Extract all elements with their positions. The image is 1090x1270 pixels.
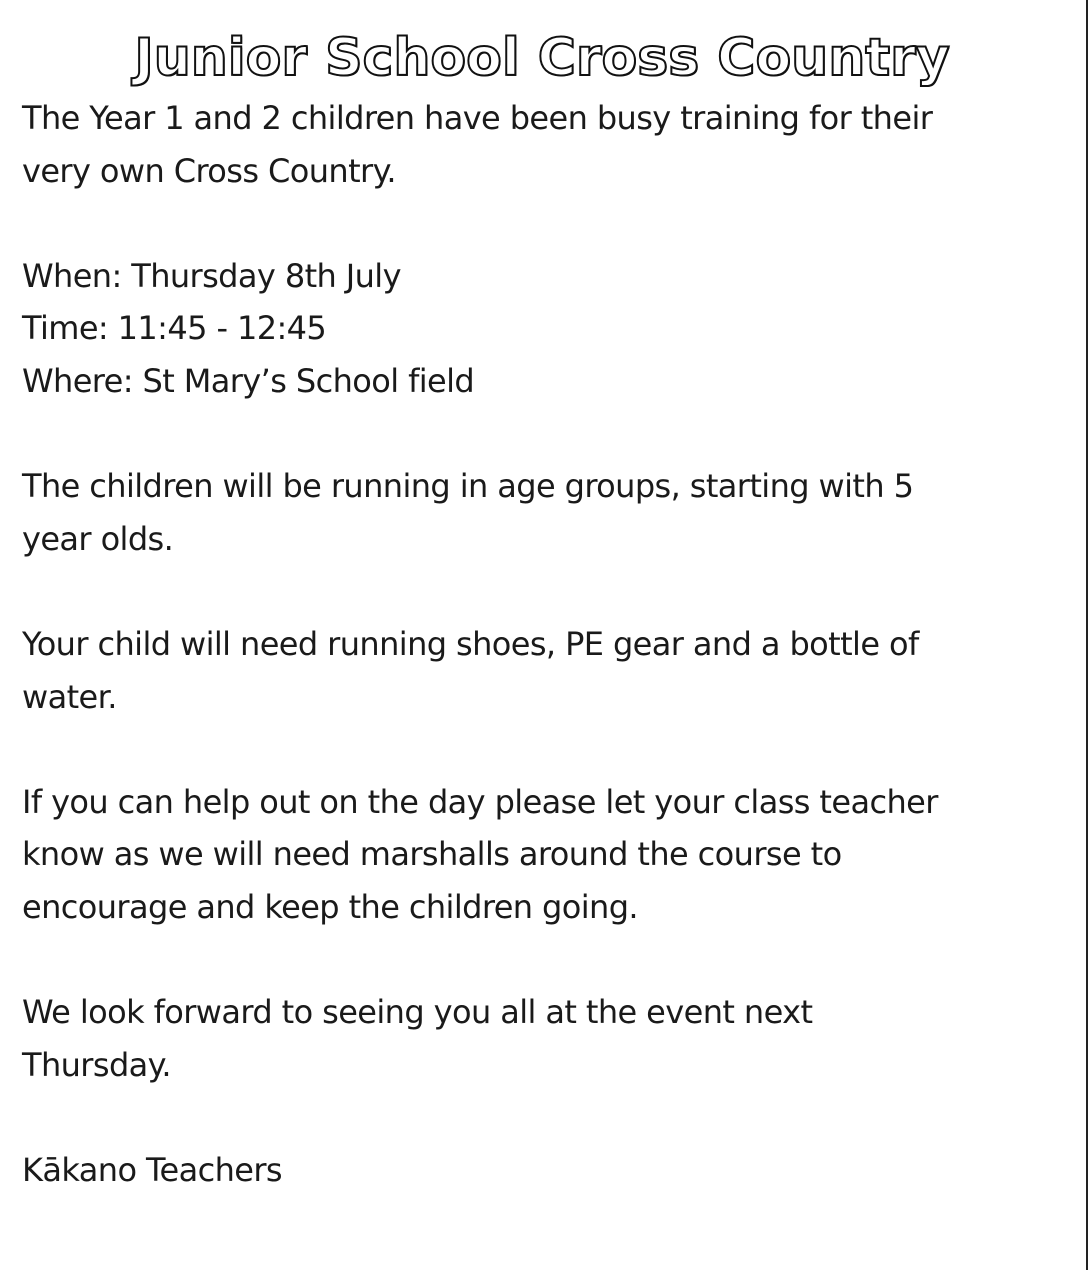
page-edge-rule bbox=[1086, 0, 1088, 1270]
volunteer-paragraph bbox=[22, 776, 1062, 934]
age-groups-paragraph bbox=[22, 460, 1062, 565]
intro-paragraph bbox=[22, 92, 1062, 197]
closing-paragraph bbox=[22, 986, 1062, 1091]
volunteer-line: If you can help out on the day please let your class teacher bbox=[22, 782, 938, 821]
age-groups-line: The children will be running in age groups, starting with 5 bbox=[22, 467, 914, 506]
requirements-line: Your child will need running shoes, PE gear and a bottle of bbox=[22, 624, 919, 663]
signature: Kākano Teachers bbox=[22, 1150, 283, 1189]
notice-title: Junior School Cross Country bbox=[134, 28, 950, 88]
notice-page bbox=[22, 24, 1062, 1249]
intro-line: The Year 1 and 2 children have been busy training for their bbox=[22, 99, 933, 137]
intro-line: very own Cross Country. bbox=[22, 151, 396, 190]
notice-body bbox=[22, 92, 1062, 1196]
closing-line: Thursday. bbox=[22, 1045, 172, 1084]
requirements-paragraph bbox=[22, 618, 1062, 723]
closing-line: We look forward to seeing you all at the event next bbox=[22, 993, 813, 1032]
age-groups-line: year olds. bbox=[22, 519, 174, 558]
event-details bbox=[22, 250, 1062, 408]
event-when: When: Thursday 8th July bbox=[22, 256, 401, 295]
volunteer-line: encourage and keep the children going. bbox=[22, 887, 638, 926]
signature-paragraph bbox=[22, 1144, 1062, 1197]
requirements-line: water. bbox=[22, 677, 117, 716]
event-where: Where: St Mary’s School field bbox=[22, 361, 475, 400]
volunteer-line: know as we will need marshalls around the course to bbox=[22, 835, 842, 874]
event-time: Time: 11:45 - 12:45 bbox=[22, 309, 327, 348]
